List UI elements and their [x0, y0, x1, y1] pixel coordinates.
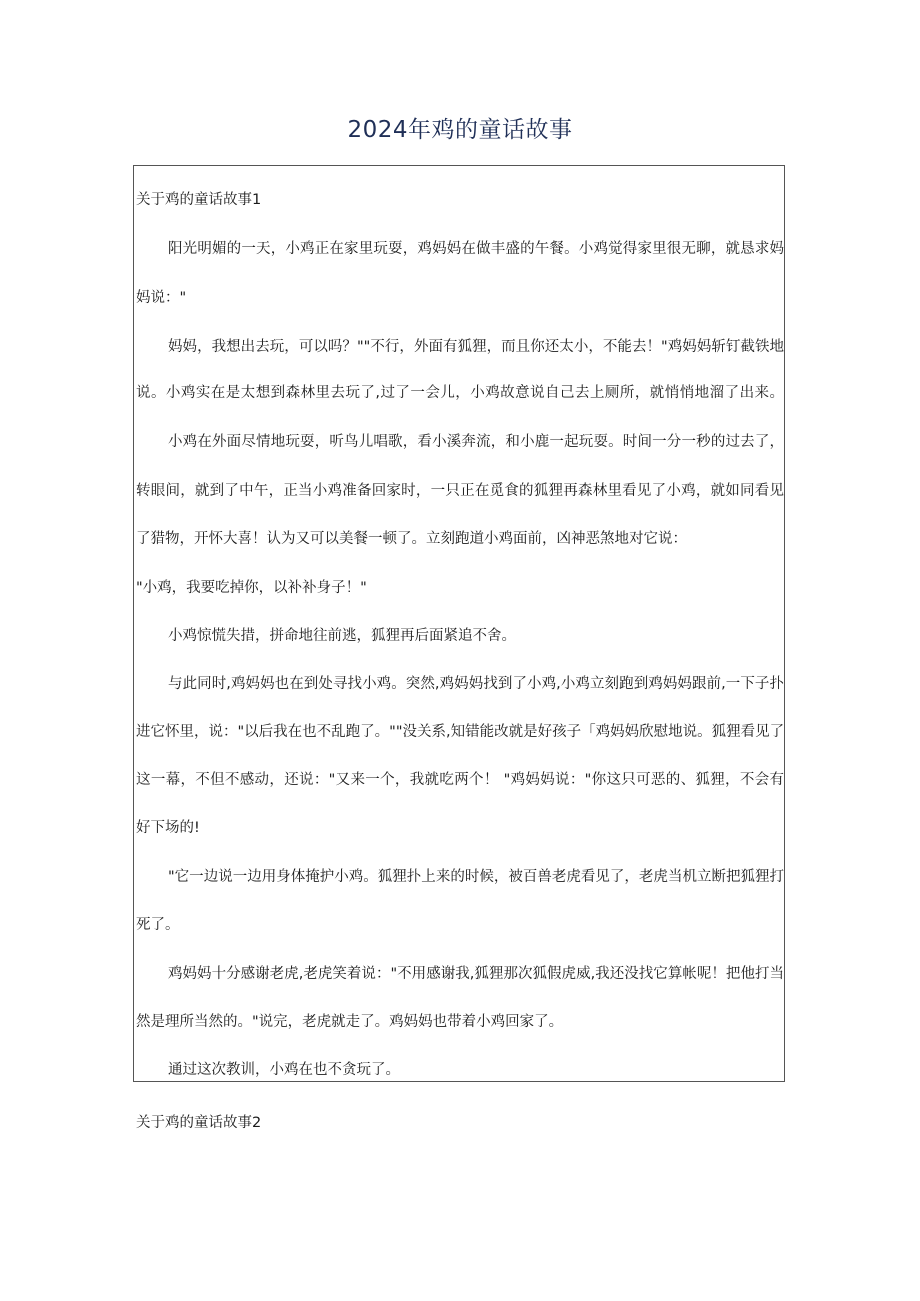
story-paragraph-line: 阳光明媚的一天，小鸡正在家里玩耍，鸡妈妈在做丰盛的午餐。小鸡觉得家里很无聊，就恳求妈	[168, 241, 784, 257]
story-paragraph-line: 小鸡在外面尽情地玩耍，听鸟儿唱歌，看小溪奔流，和小鹿一起玩耍。时间一分一秒的过去了，	[168, 434, 784, 450]
story-1-heading: 关于鸡的童话故事1	[136, 192, 262, 208]
story-paragraph-line: 通过这次教训，小鸡在也不贪玩了。	[168, 1062, 400, 1078]
story-paragraph-line: 与此同时,鸡妈妈也在到处寻找小鸡。突然,鸡妈妈找到了小鸡,小鸡立刻跑到鸡妈妈跟前,一下子扑	[168, 676, 784, 692]
story-paragraph-line: 好下场的!	[136, 820, 200, 836]
story-paragraph-line: 死了。	[136, 917, 180, 933]
story-paragraph-line: 然是理所当然的。"说完，老虎就走了。鸡妈妈也带着小鸡回家了。	[136, 1014, 564, 1030]
story-paragraph-line: 了猎物，开怀大喜！认为又可以美餐一顿了。立刻跑道小鸡面前，凶神恶煞地对它说：	[136, 531, 687, 547]
story-paragraph-line: 这一幕，不但不感动，还说："又来一个，我就吃两个！ "鸡妈妈说："你这只可恶的、狐狸，不会有	[136, 772, 784, 788]
story-2-heading: 关于鸡的童话故事2	[136, 1115, 262, 1131]
story-paragraph-line: "小鸡，我要吃掉你，以补补身子！"	[136, 580, 367, 596]
story-paragraph-line: 妈妈，我想出去玩，可以吗？""不行，外面有狐狸，而且你还太小，不能去！"鸡妈妈斩钉截铁地	[168, 339, 784, 355]
story-paragraph-line: 进它怀里，说："以后我在也不乱跑了。""没关系,知错能改就是好孩子「鸡妈妈欣慰地说。狐狸看见了	[136, 724, 784, 740]
story-paragraph-line: 鸡妈妈十分感谢老虎,老虎笑着说："不用感谢我,狐狸那次狐假虎威,我还没找它算帐呢！把他打当	[168, 966, 784, 982]
story-paragraph-line: 说。小鸡实在是太想到森林里去玩了,过了一会儿，小鸡故意说自己去上厕所，就悄悄地溜了出来。	[136, 385, 784, 401]
story-paragraph-line: "它一边说一边用身体掩护小鸡。狐狸扑上来的时候，被百兽老虎看见了，老虎当机立断把狐狸打	[168, 869, 784, 885]
document-title: 2024年鸡的童话故事	[347, 117, 573, 143]
story-paragraph-line: 小鸡惊慌失措，拼命地往前逃，狐狸再后面紧追不舍。	[168, 628, 516, 644]
story-paragraph-line: 转眼间，就到了中午，正当小鸡准备回家时，一只正在觅食的狐狸再森林里看见了小鸡，就如同看见	[136, 483, 784, 499]
story-paragraph-line: 妈说："	[136, 290, 187, 306]
